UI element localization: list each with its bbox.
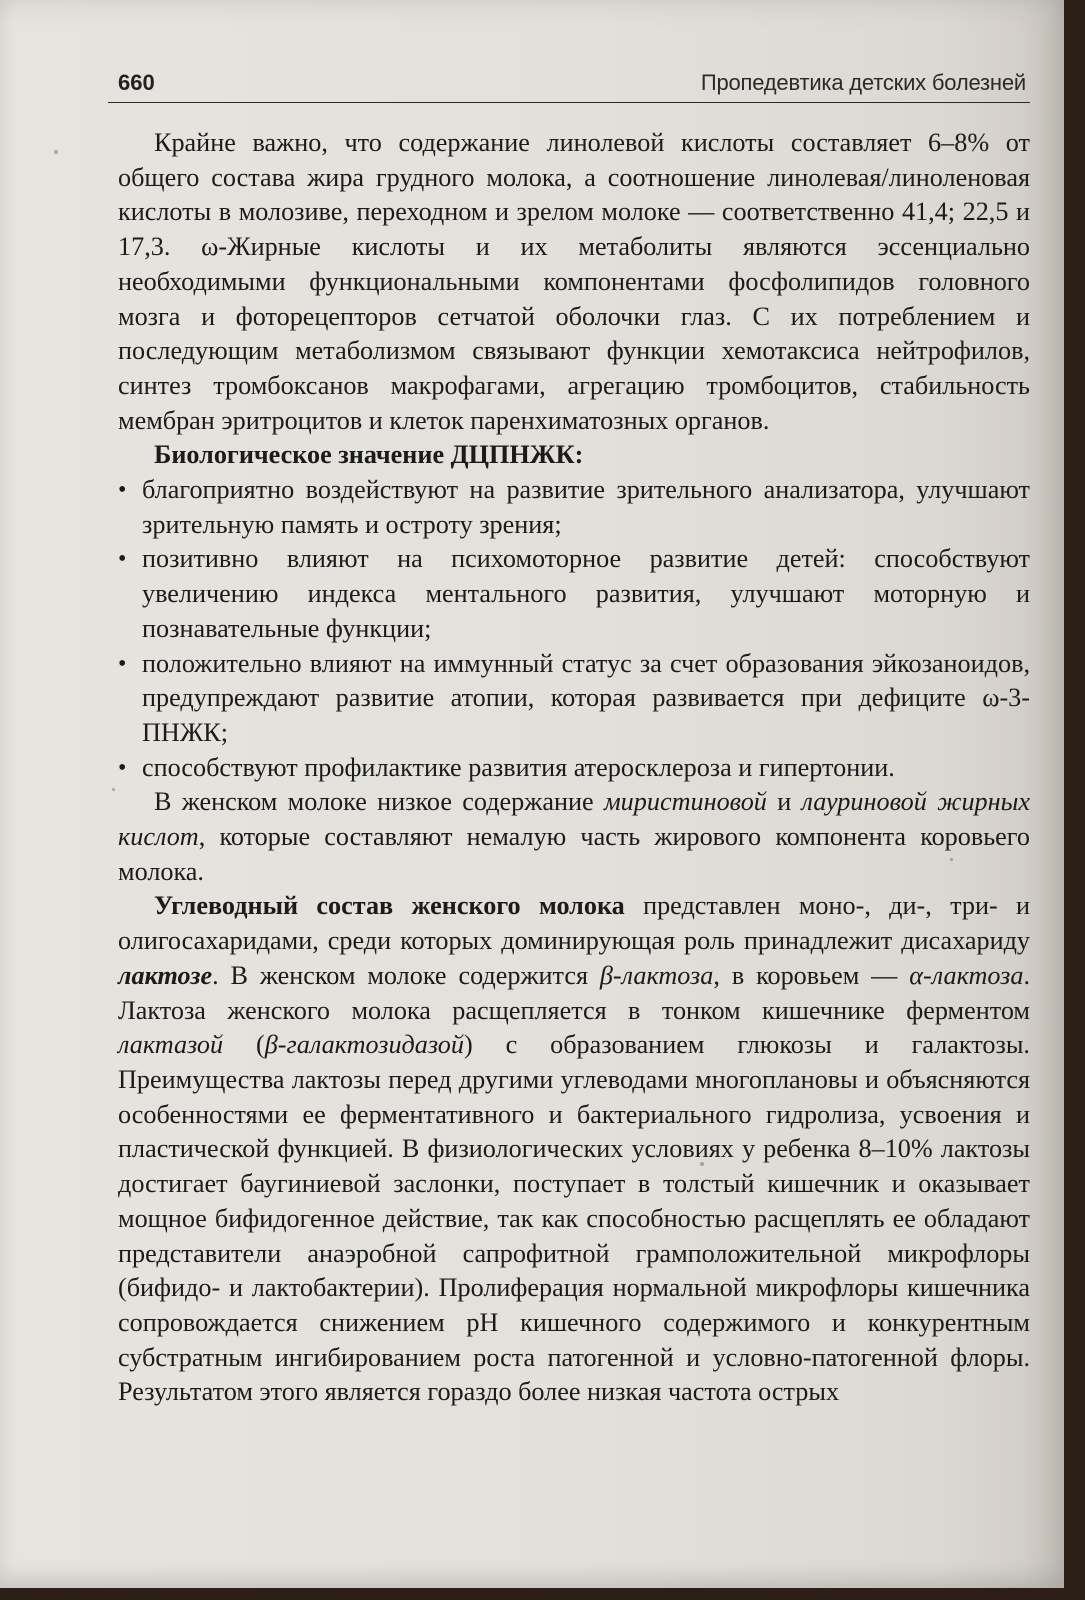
paragraph-linoleic: Крайне важно, что содержание линолевой кислоты составляет 6–8% от общего состава жира грудного молока, а соотношение линолевая/линоленовая кислоты в молозиве, переходном и зрелом молоке — соответственно 41,4; 22,5 и 17,3. ω-Жирные кислоты и их метаболиты являются эссенциально необходимыми функциональными компонентами фосфолипидов головного мозга и фоторецепторов сетчатой оболочки глаз. С их потреблением и последующим метаболизмом связывают функции хемотаксиса нейтрофилов, синтез тромбоксанов макрофагами, агрегацию тромбоцитов, стабильность мембран эритроцитов и клеток паренхиматозных органов.	[118, 128, 1030, 435]
text-run: . В женском молоке содержится	[212, 960, 600, 990]
bullet-icon: •	[118, 754, 127, 781]
bullet-icon: •	[118, 546, 127, 573]
paper-speck	[700, 1162, 704, 1166]
bullet-icon: •	[118, 477, 127, 504]
italic-term: миристиновой	[603, 787, 767, 817]
list-item-text: позитивно влияют на психомоторное развитие детей: способствуют увеличению индекса ментального развития, улучшают моторную и познавательные функции;	[142, 544, 1030, 643]
paragraph-carbohydrates	[118, 889, 1030, 1410]
bold-italic-term: лактозе	[118, 960, 213, 990]
running-head: Пропедевтика детских болезней	[700, 70, 1026, 95]
list-item	[118, 647, 1030, 751]
paper-speck	[54, 150, 58, 154]
paragraph-fatty-acids	[118, 785, 1030, 889]
list-item	[118, 751, 1030, 786]
italic-term: β-галактозидазой	[264, 1030, 464, 1060]
heading-text: Биологическое значение ДЦПНЖК:	[154, 440, 584, 470]
section-heading	[118, 438, 1030, 473]
page-body	[118, 126, 1030, 1410]
text-run: ) с образованием глюкозы и галактозы. Преимущества лактозы перед другими углеводами многоплановы и объясняются особенностями ее ферментативного и бактериального гидролиза, усвоения и пластической функцией. В физиологических условиях у ребенка 8–10% лактозы достигает баугиниевой заслонки, поступает в толстый кишечник и оказывает мощное бифидогенное действие, так как способностью расщеплять ее обладают представители анаэробной сапрофитной грамположительной микрофлоры (бифидо- и лактобактерии). Пролиферация нормальной микрофлоры кишечника сопровождается снижением pH кишечного содержимого и конкурентным субстратным ингибированием роста патогенной и условно-патогенной флоры. Результатом этого является гораздо более низкая частота острых	[118, 1030, 1030, 1407]
italic-term: лактазой	[118, 1030, 224, 1060]
bullet-icon: •	[118, 650, 127, 677]
italic-term: лауриновой жирных кислот	[118, 787, 1031, 852]
list-item	[118, 473, 1030, 542]
text-run: , которые составляют немалую часть жирового компонента коровьего молока.	[118, 822, 1030, 886]
list-item	[118, 542, 1030, 646]
text-run: и	[766, 787, 802, 817]
list-item-text: положительно влияют на иммунный статус за счет образования эйкозаноидов, предупреждают развитие атопии, которая развивается при дефиците ω-3-ПНЖК;	[142, 648, 1030, 747]
paper-speck	[112, 788, 115, 791]
paper-speck	[950, 858, 953, 861]
list-item-text: благоприятно воздействуют на развитие зрительного анализатора, улучшают зрительную память и остроту зрения;	[142, 475, 1030, 539]
text-run: представлен моно-, ди-, три- и олигосахаридами, среди которых доминирующая роль принадлежит дисахариду	[118, 891, 1030, 956]
text-run: . Лактоза женского молока расщепляется в тонком кишечнике ферментом	[118, 960, 1030, 1025]
page-header	[108, 68, 1030, 103]
italic-term: β-лактоза	[599, 960, 714, 990]
text-run: В женском молоке низкое содержание	[154, 787, 604, 817]
page-number: 660	[118, 70, 155, 95]
italic-term: α-лактоза	[909, 960, 1024, 990]
bullet-list	[118, 473, 1030, 785]
text-run: , в коровьем —	[713, 960, 910, 990]
bold-term: Углеводный состав женского молока	[154, 891, 625, 921]
list-item-text: способствуют профилактике развития атеросклероза и гипертонии.	[142, 752, 895, 782]
text-run: (	[223, 1030, 265, 1060]
